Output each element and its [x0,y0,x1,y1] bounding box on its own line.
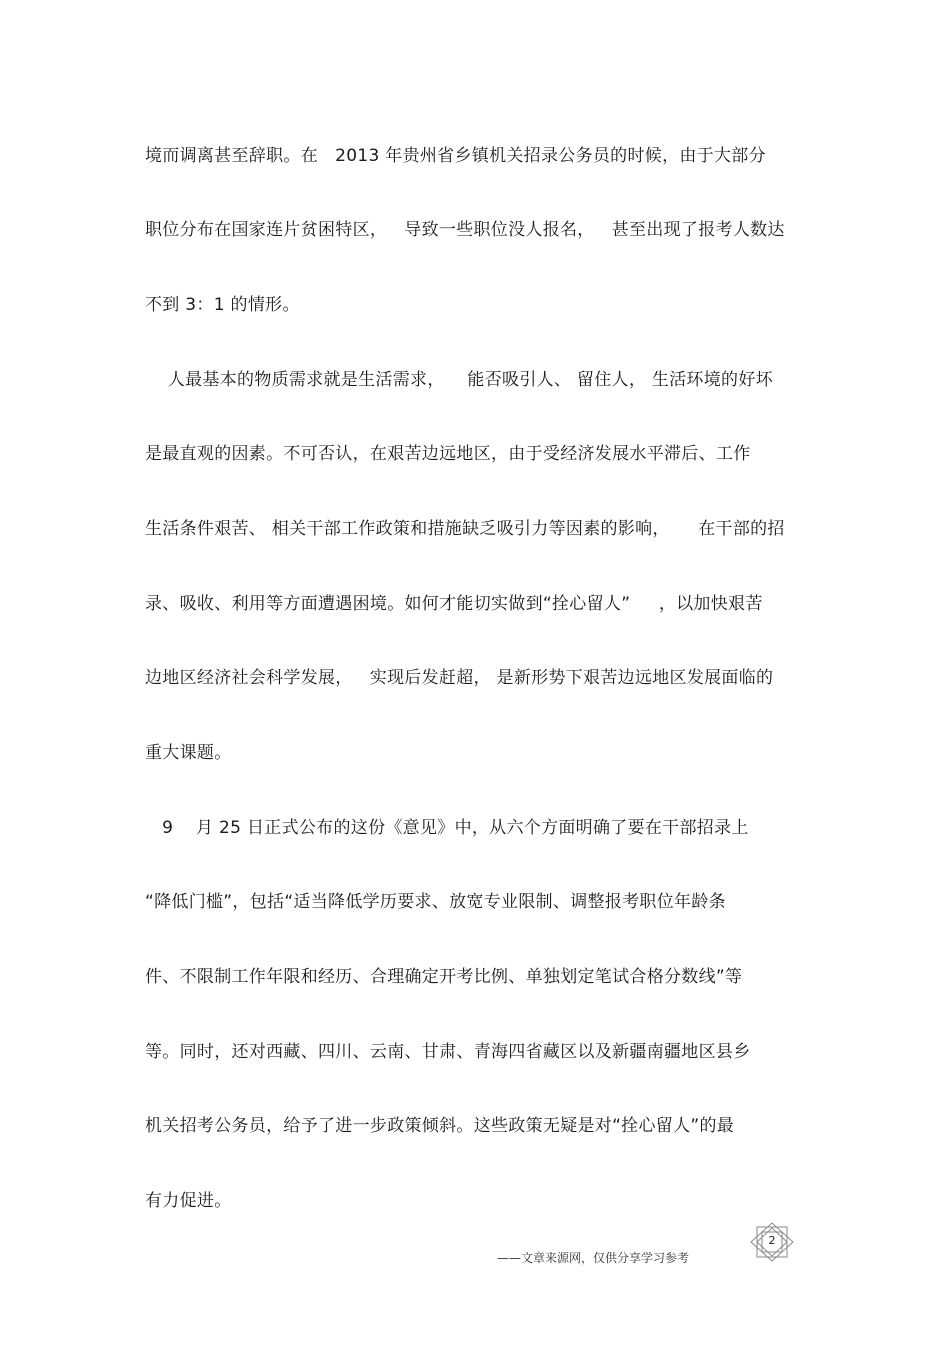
text-line: 职位分布在国家连片贫困特区， 导致一些职位没人报名， 甚至出现了报考人数达 [145,220,785,240]
text-line: 不到 3：1 的情形。 [145,295,300,315]
text-line: 生活条件艰苦、 相关干部工作政策和措施缺乏吸引力等因素的影响， 在干部的招 [145,519,785,539]
text-line: 边地区经济社会科学发展， 实现后发赶超， 是新形势下艰苦边远地区发展面临的 [145,668,774,688]
text-line: 是最直观的因素。不可否认，在艰苦边远地区，由于受经济发展水平滞后、工作 [145,444,751,464]
text-line: 境而调离甚至辞职。在 2013 年贵州省乡镇机关招录公务员的时候，由于大部分 [145,146,766,166]
text-line: 机关招考公务员，给予了进一步政策倾斜。这些政策无疑是对“拴心留人”的最 [145,1116,735,1136]
footer-source-note: ——文章来源网，仅供分享学习参考 [497,1251,690,1265]
page-number-badge [749,1222,795,1262]
text-line: 人最基本的物质需求就是生活需求， 能否吸引人、 留住人， 生活环境的好坏 [145,370,773,390]
text-line: 等。同时，还对西藏、四川、云南、甘肃、青海四省藏区以及新疆南疆地区县乡 [145,1042,751,1062]
page-number: 2 [768,1234,776,1247]
text-line: 有力促进。 [145,1191,232,1211]
text-line: 重大课题。 [145,743,232,763]
text-line: 9 月 25 日正式公布的这份《意见》中，从六个方面明确了要在干部招录上 [145,818,749,838]
text-line: “降低门槛”，包括“适当降低学历要求、放宽专业限制、调整报考职位年龄条 [145,892,726,912]
text-line: 件、不限制工作年限和经历、合理确定开考比例、单独划定笔试合格分数线”等 [145,967,743,987]
text-line: 录、吸收、利用等方面遭遇困境。如何才能切实做到“拴心留人” ，以加快艰苦 [145,594,763,614]
